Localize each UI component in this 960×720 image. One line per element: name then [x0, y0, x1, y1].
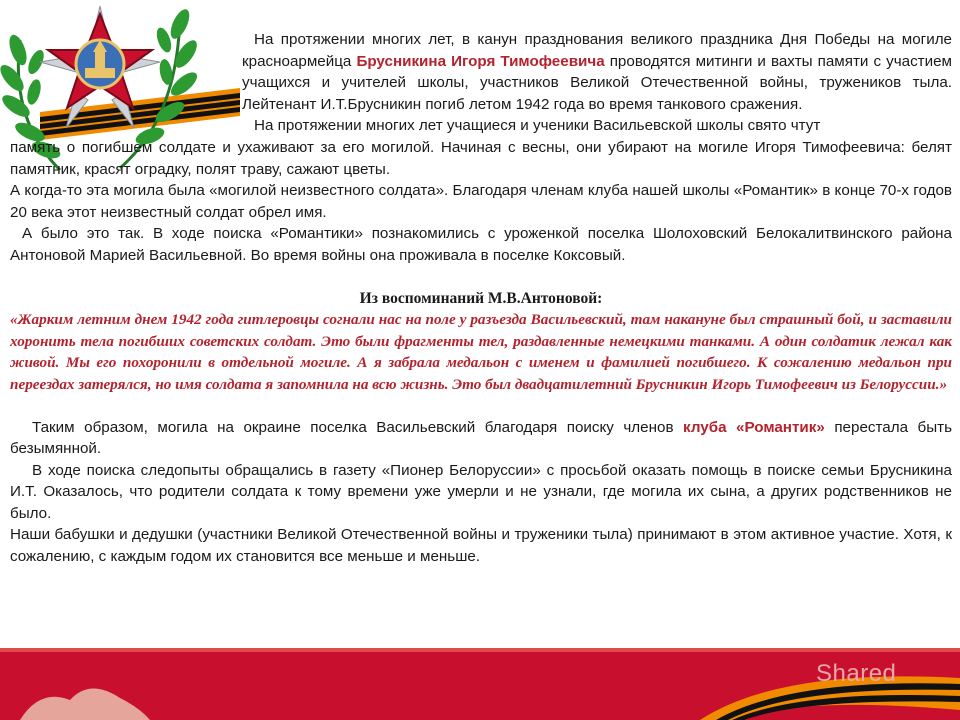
slideshare-watermark: Shared [816, 660, 897, 687]
article-body [10, 29, 952, 568]
paragraph-named-grave-end: перестала быть безымянной. [10, 418, 953, 458]
paragraph-named-grave-text: Таким образом, могила на окраине поселка Васильевский благодаря поиску членов [32, 418, 684, 436]
soldier-name-highlight: Брусникина Игоря Тимофеевича [356, 52, 605, 70]
quote-title: Из воспоминаний М.В.Антоновой: [359, 289, 603, 307]
paragraph-intro-text-end: проводятся митинги и вахты памяти с участием учащихся и учителей школы, участников Великой Отечественной войны, тружеников тыла. Лейтенант И.Т.Брусникин погиб летом 1942 года во время танкового сражения. [242, 52, 952, 113]
paragraph-veterans: Наши бабушки и дедушки (участники Великой Отечественной войны и труженики тыла) принимают в этом активное участие. Хотя, к сожалению, с каждым годом их становится все меньше и меньше. [10, 526, 952, 566]
paragraph-intro-text: На протяжении многих лет, в канун празднования великого праздника Дня Победы на могиле красноармейца [242, 31, 952, 70]
paragraph-newspaper: В ходе поиска следопыты обращались в газету «Пионер Белоруссии» с просьбой оказать помощь в поиске семьи Брусникина И.Т. Оказалось, что родители солдата к тому времени уже умерли и не узнали, где могила их сына, а других родственников не было. [10, 461, 952, 522]
paragraph-students: память о погибшем солдате и ухаживают за его могилой. Начиная с весны, они убирают на могиле Игоря Тимофеевича: белят памятник, красят оградку, полят траву, сажают цветы. [10, 138, 952, 178]
paragraph-unknown-soldier: А когда-то эта могила была «могилой неизвестного солдата». Благодаря членам клуба нашей школы «Романтик» в конце 70-х годов 20 века этот неизвестный солдат обрел имя. [10, 182, 952, 221]
paragraph-named-grave [10, 417, 952, 460]
paragraph-students-first-line: На протяжении многих лет учащиеся и ученики Васильевской школы свято чтут [254, 117, 821, 135]
paragraph-intro [242, 29, 952, 115]
paragraph-search: А было это так. В ходе поиска «Романтики» познакомились с уроженкой поселка Шолоховский Белокалитвинского района Антоновой Марией Васильевной. Во время войны она проживала в поселке Коксовый. [10, 225, 952, 264]
club-name-highlight: клуба «Романтик» [683, 418, 825, 436]
quote-memoir: «Жарким летним днем 1942 года гитлеровцы согнали нас на поле у разъезда Васильевский, там накануне был страшный бой, и заставили хоронить тела погибших советских солдат. Это были фрагменты тел, раздавленные немецкими танками. А один солдатик лежал как живой. Мы его похоронили в отдельной могиле. А я забрала медальон с именем и фамилией погибшего. К сожалению медальон при переездах затерялся, но имя солдата я запомнила на всю жизнь. Это был двадцатилетний Брусникин Игорь Тимофеевич из Белоруссии.» [10, 311, 952, 393]
